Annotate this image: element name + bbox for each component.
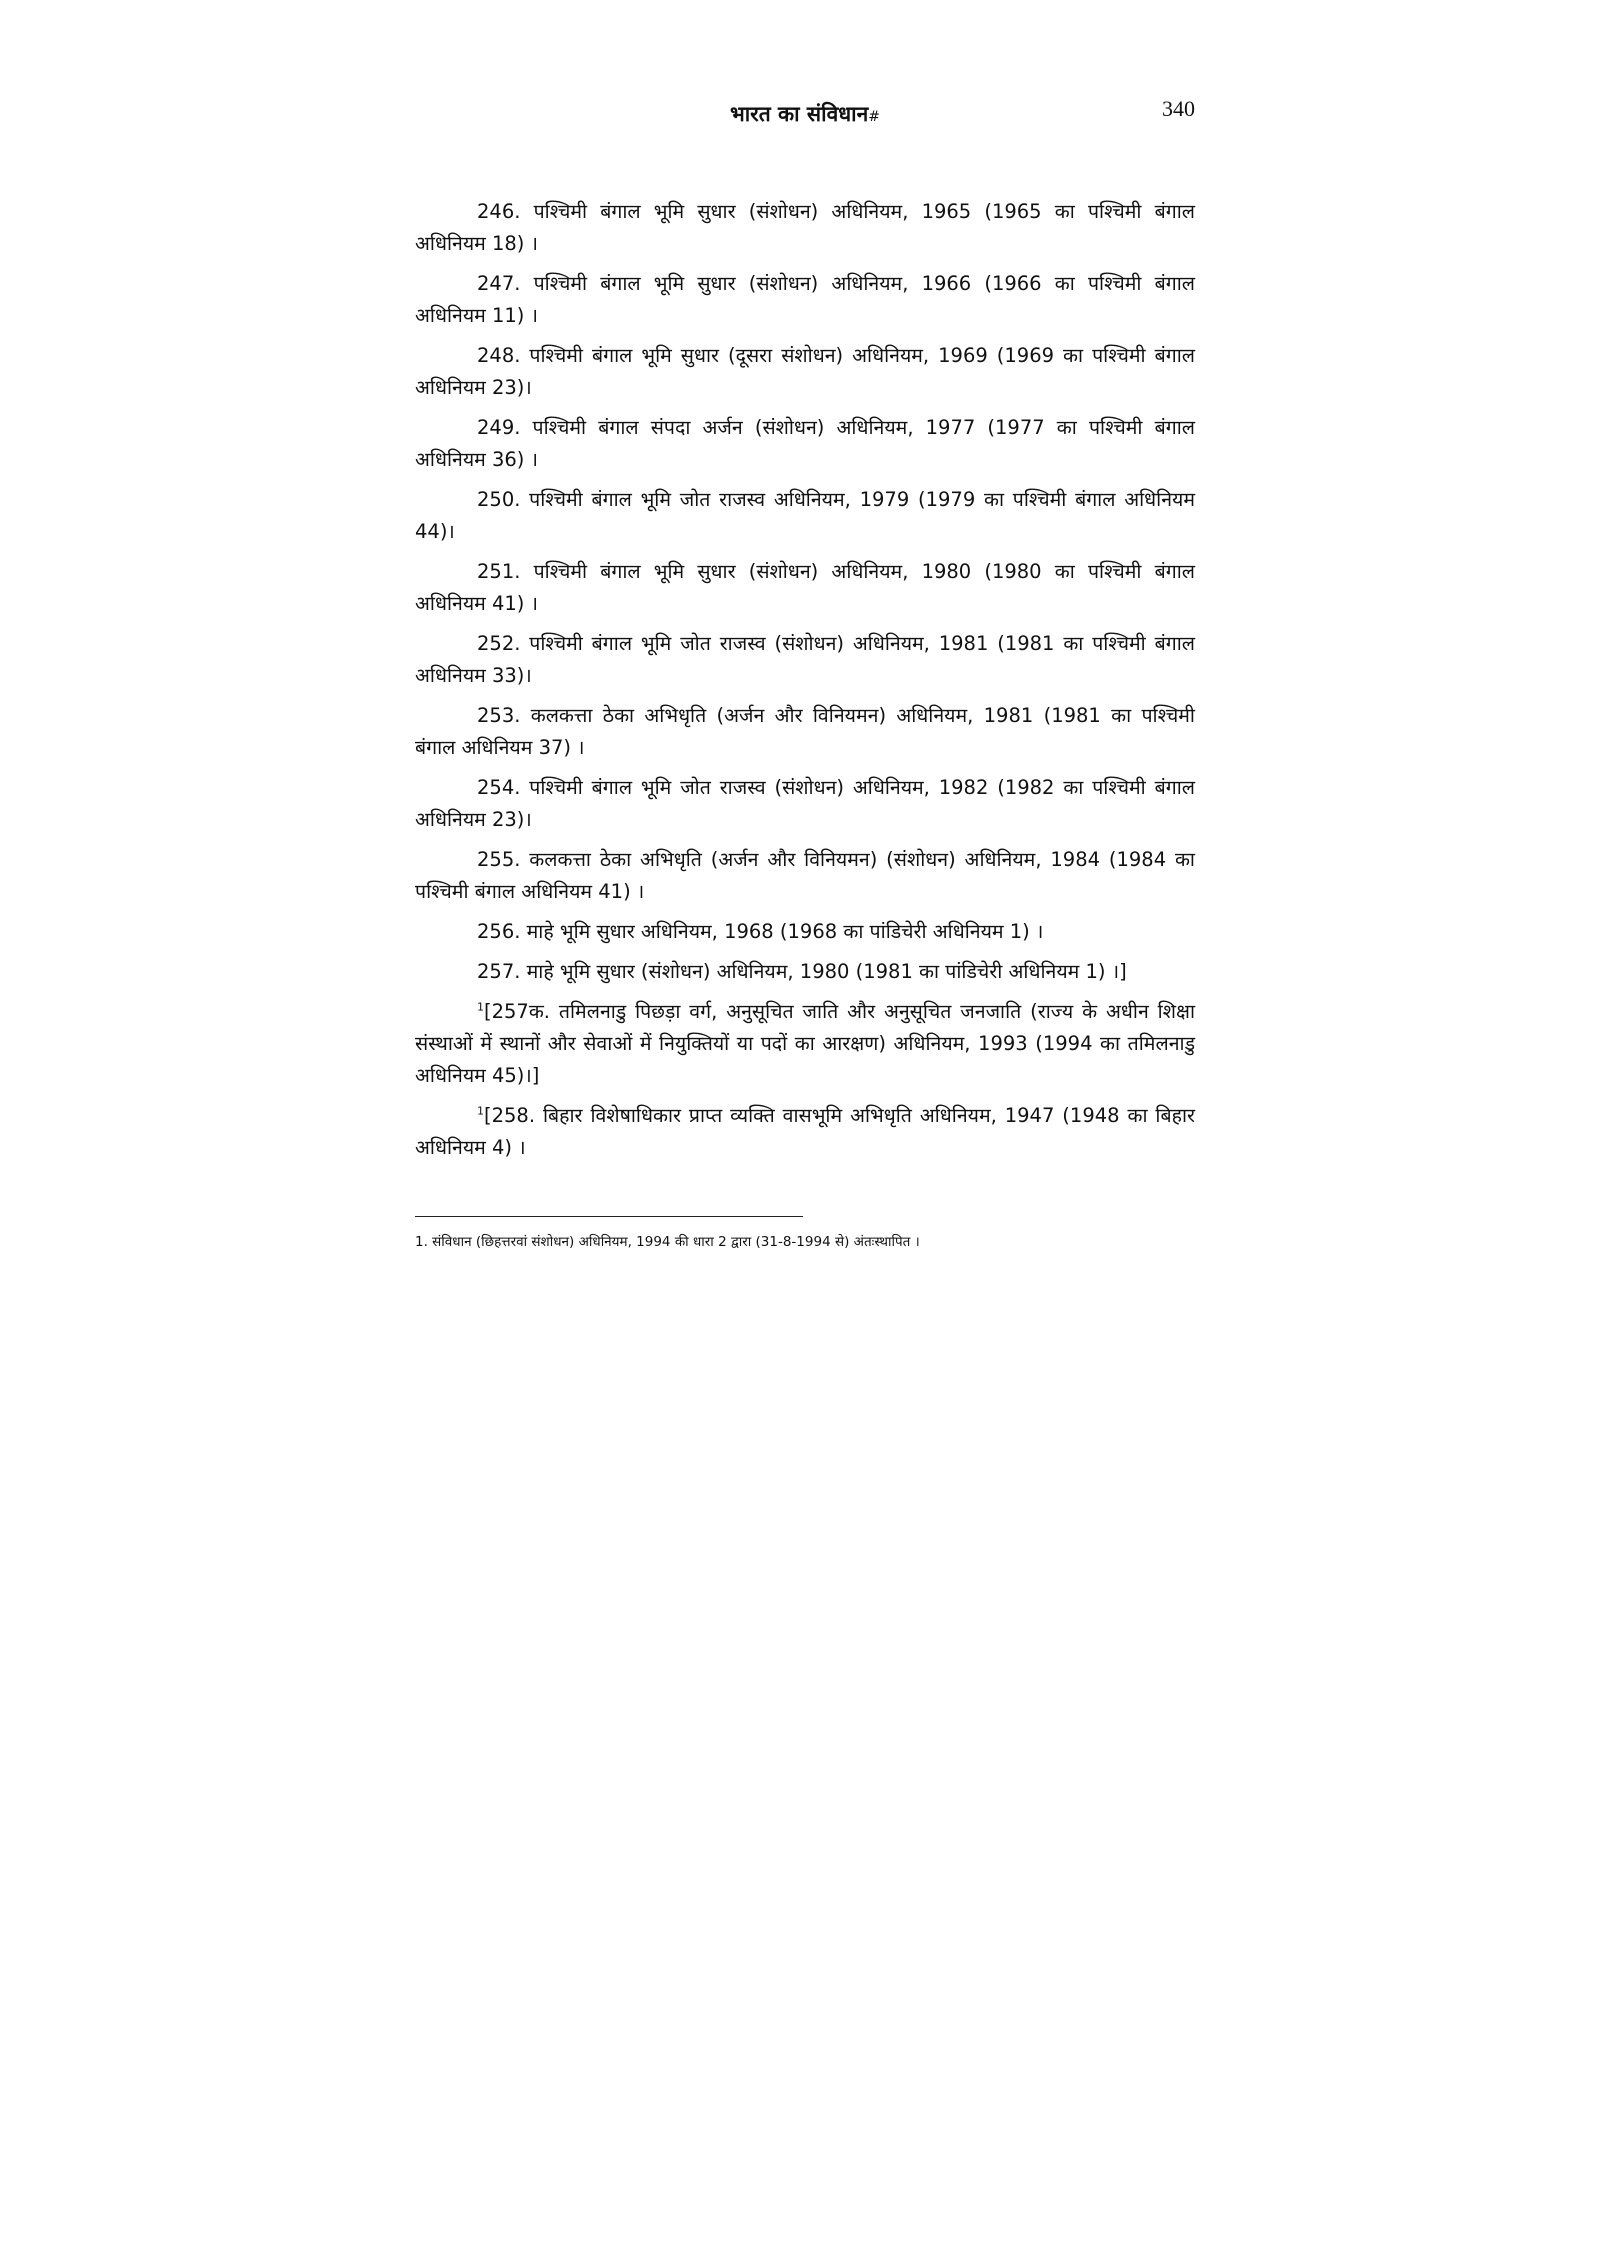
entry-247: [415, 268, 1195, 332]
entry-text: [257क. तमिलनाडु पिछड़ा वर्ग, अनुसूचित जाति और अनुसूचित जनजाति (राज्य के अधीन शिक्षा संस्थाओं में स्थानों और सेवाओं में नियुक्तियों या पदों का आरक्षण) अधिनियम, 1993 (1994 का तमिलनाडु अधिनियम 45)।]: [415, 1000, 1195, 1087]
entry-text: 247. पश्चिमी बंगाल भूमि सुधार (संशोधन) अधिनियम, 1966 (1966 का पश्चिमी बंगाल अधिनियम 11) ।: [415, 272, 1195, 327]
entry-256: [415, 916, 1195, 948]
footnote-reference: 1: [477, 1104, 484, 1118]
page-title: [415, 100, 1195, 128]
entry-249: [415, 412, 1195, 476]
entry-252: [415, 628, 1195, 692]
title-mark: #: [868, 109, 880, 125]
entry-257k: [415, 996, 1195, 1092]
entry-258: [415, 1100, 1195, 1164]
entry-text: 250. पश्चिमी बंगाल भूमि जोत राजस्व अधिनियम, 1979 (1979 का पश्चिमी बंगाल अधिनियम 44)।: [415, 488, 1195, 543]
footnote: 1. संविधान (छिहत्तरवां संशोधन) अधिनियम, 1994 की धारा 2 द्वारा (31-8-1994 से) अंतःस्थापित ।: [415, 1234, 920, 1250]
entry-246: [415, 196, 1195, 260]
entry-text: [258. बिहार विशेषाधिकार प्राप्त व्यक्ति वासभूमि अभिधृति अधिनियम, 1947 (1948 का बिहार अधिनियम 4) ।: [415, 1104, 1195, 1159]
entry-250: [415, 484, 1195, 548]
entry-251: [415, 556, 1195, 620]
entry-text: 249. पश्चिमी बंगाल संपदा अर्जन (संशोधन) अधिनियम, 1977 (1977 का पश्चिमी बंगाल अधिनियम 36) ।: [415, 416, 1195, 471]
entry-255: [415, 844, 1195, 908]
page-number: 340: [1162, 96, 1195, 121]
entry-text: 255. कलकत्ता ठेका अभिधृति (अर्जन और विनियमन) (संशोधन) अधिनियम, 1984 (1984 का पश्चिमी बंगाल अधिनियम 41) ।: [415, 848, 1195, 903]
schedule-entries: [415, 196, 1195, 1172]
footnote-reference: 1: [477, 1000, 484, 1014]
entry-254: [415, 772, 1195, 836]
entry-253: [415, 700, 1195, 764]
entry-text: 246. पश्चिमी बंगाल भूमि सुधार (संशोधन) अधिनियम, 1965 (1965 का पश्चिमी बंगाल अधिनियम 18) ।: [415, 200, 1195, 255]
page-header: [415, 96, 1195, 136]
entry-257: [415, 956, 1195, 988]
entry-text: 257. माहे भूमि सुधार (संशोधन) अधिनियम, 1980 (1981 का पांडिचेरी अधिनियम 1) ।]: [477, 960, 1127, 983]
entry-text: 251. पश्चिमी बंगाल भूमि सुधार (संशोधन) अधिनियम, 1980 (1980 का पश्चिमी बंगाल अधिनियम 41) ।: [415, 560, 1195, 615]
page-title-text: भारत का संविधान: [729, 102, 869, 126]
entry-text: 254. पश्चिमी बंगाल भूमि जोत राजस्व (संशोधन) अधिनियम, 1982 (1982 का पश्चिमी बंगाल अधिनियम 23)।: [415, 776, 1195, 831]
entry-248: [415, 340, 1195, 404]
entry-text: 248. पश्चिमी बंगाल भूमि सुधार (दूसरा संशोधन) अधिनियम, 1969 (1969 का पश्चिमी बंगाल अधिनियम 23)।: [415, 344, 1195, 399]
entry-text: 253. कलकत्ता ठेका अभिधृति (अर्जन और विनियमन) अधिनियम, 1981 (1981 का पश्चिमी बंगाल अधिनियम 37) ।: [415, 704, 1195, 759]
entry-text: 256. माहे भूमि सुधार अधिनियम, 1968 (1968 का पांडिचेरी अधिनियम 1) ।: [477, 920, 1044, 943]
footnote-divider: [415, 1216, 803, 1217]
entry-text: 252. पश्चिमी बंगाल भूमि जोत राजस्व (संशोधन) अधिनियम, 1981 (1981 का पश्चिमी बंगाल अधिनियम 33)।: [415, 632, 1195, 687]
